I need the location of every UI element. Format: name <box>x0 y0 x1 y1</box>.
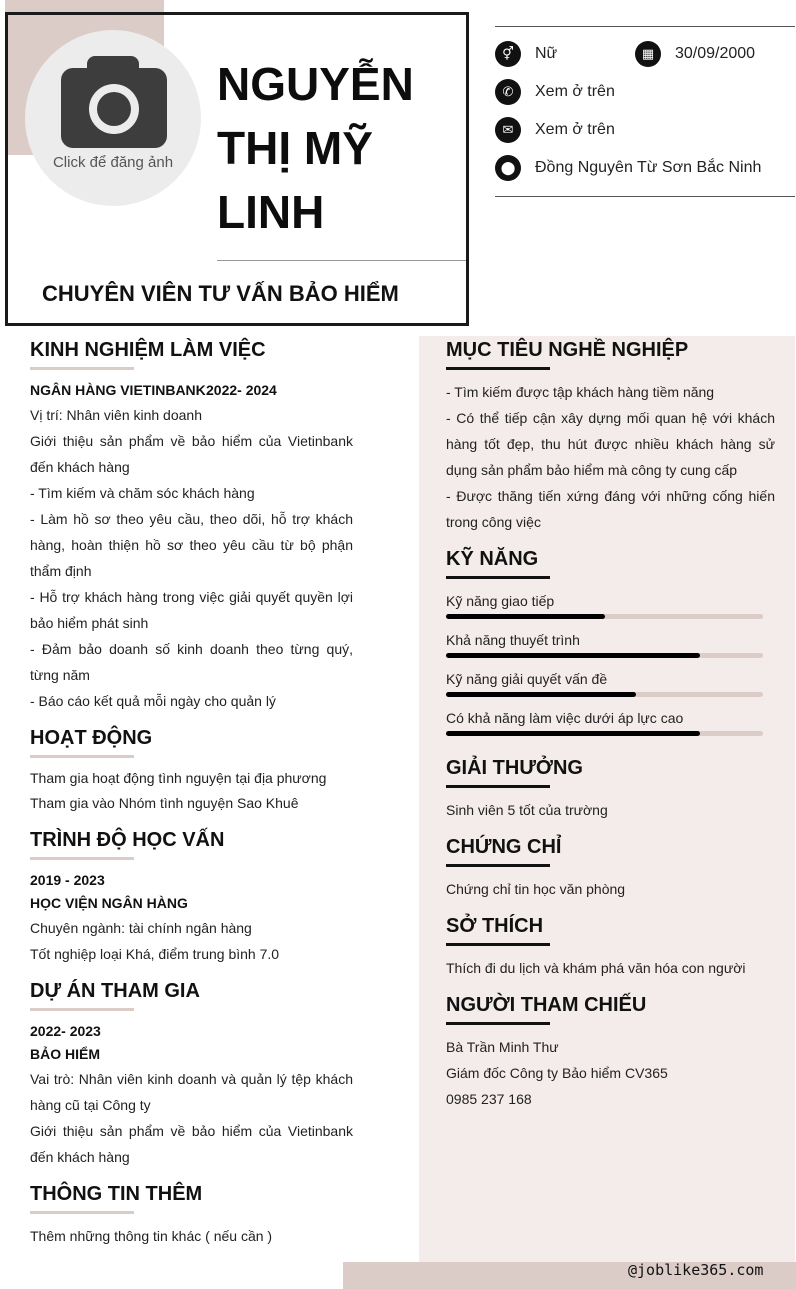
name-line-3: LINH <box>217 186 325 238</box>
activity-item: Tham gia vào Nhóm tình nguyện Sao Khuê <box>30 795 299 811</box>
avatar-caption: Click để đăng ảnh <box>52 154 174 171</box>
footer-website: @joblike365.com <box>628 1261 764 1279</box>
job-title: CHUYÊN VIÊN TƯ VẤN BẢO HIỂM <box>42 281 399 306</box>
projects-heading: DỰ ÁN THAM GIA <box>30 980 200 1002</box>
activities-heading: HOẠT ĐỘNG <box>30 727 153 749</box>
name-line-2: THỊ MỸ <box>217 122 373 174</box>
experience-line: Giới thiệu sản phẩm về bảo hiểm của Vietinbank đến khách hàng <box>30 433 353 475</box>
objective-line: - Được thăng tiến xứng đáng với những cống hiến trong công việc <box>446 488 775 530</box>
gender-icon: ⚥ <box>495 41 521 67</box>
experience-company: NGÂN HÀNG VIETINBANK <box>30 382 206 398</box>
skill-label: Kỹ năng giao tiếp <box>446 593 555 609</box>
skills-heading: KỸ NĂNG <box>446 548 539 570</box>
experience-underline <box>30 367 134 370</box>
experience-line: Vị trí: Nhân viên kinh doanh <box>30 407 202 423</box>
camera-lens <box>97 92 131 126</box>
skill-label: Kỹ năng giải quyết vấn đề <box>446 671 608 687</box>
objective-heading: MỤC TIÊU NGHỀ NGHIỆP <box>446 339 689 361</box>
experience-line: - Báo cáo kết quả mỗi ngày cho quản lý <box>30 693 276 709</box>
extra-text: Thêm những thông tin khác ( nếu cần ) <box>30 1228 273 1244</box>
activities-underline <box>30 755 134 758</box>
experience-period: 2022- 2024 <box>206 382 277 398</box>
project-name: BẢO HIỂM <box>30 1046 100 1062</box>
name-divider <box>217 260 466 261</box>
education-underline <box>30 857 134 860</box>
project-period: 2022- 2023 <box>30 1023 101 1039</box>
mail-icon: ✉ <box>495 117 521 143</box>
location-pin-icon: ⬤ <box>495 155 521 181</box>
award-item: Sinh viên 5 tốt của trường <box>446 802 608 818</box>
references-heading: NGƯỜI THAM CHIẾU <box>446 994 647 1016</box>
hobbies-underline <box>446 943 550 946</box>
awards-underline <box>446 785 550 788</box>
experience-line: - Hỗ trợ khách hàng trong việc giải quyết quyền lợi bảo hiểm phát sinh <box>30 589 353 631</box>
certificates-underline <box>446 864 550 867</box>
phone-value: Xem ở trên <box>535 83 615 100</box>
skill-label: Có khả năng làm việc dưới áp lực cao <box>446 710 684 726</box>
education-period: 2019 - 2023 <box>30 872 105 888</box>
birthdate-value: 30/09/2000 <box>675 45 756 62</box>
education-line: Tốt nghiệp loại Khá, điểm trung bình 7.0 <box>30 946 280 962</box>
email-value: Xem ở trên <box>535 121 615 138</box>
skill-bar-fill <box>446 653 700 658</box>
gender-value: Nữ <box>535 45 558 62</box>
name-line-1: NGUYỄN <box>217 58 414 110</box>
skill-bar-track <box>446 614 763 619</box>
reference-line: 0985 237 168 <box>446 1091 532 1107</box>
experience-line: - Đảm bảo doanh số kinh doanh theo từng quý, từng năm <box>30 641 353 683</box>
candidate-name <box>217 52 457 244</box>
skills-underline <box>446 576 550 579</box>
projects-underline <box>30 1008 134 1011</box>
contact-bottom-divider <box>495 196 795 197</box>
project-line: Vai trò: Nhân viên kinh doanh và quản lý tệp khách hàng cũ tại Công ty <box>30 1071 353 1113</box>
objective-line: - Tìm kiếm được tập khách hàng tiềm năng <box>446 384 715 400</box>
experience-heading: KINH NGHIỆM LÀM VIỆC <box>30 339 266 361</box>
extra-underline <box>30 1211 134 1214</box>
skill-bar-fill <box>446 692 636 697</box>
awards-heading: GIẢI THƯỞNG <box>446 757 583 779</box>
skill-label: Khả năng thuyết trình <box>446 632 580 648</box>
avatar-upload[interactable] <box>25 30 201 206</box>
hobbies-heading: SỞ THÍCH <box>446 915 544 937</box>
calendar-icon: ▦ <box>635 41 661 67</box>
skill-bar-track <box>446 692 763 697</box>
skill-bar-track <box>446 653 763 658</box>
certificate-item: Chứng chỉ tin học văn phòng <box>446 881 626 897</box>
objective-underline <box>446 367 550 370</box>
experience-line: - Tìm kiếm và chăm sóc khách hàng <box>30 485 255 501</box>
education-school: HỌC VIỆN NGÂN HÀNG <box>30 895 188 911</box>
reference-line: Bà Trần Minh Thư <box>446 1039 559 1055</box>
references-underline <box>446 1022 550 1025</box>
reference-line: Giám đốc Công ty Bảo hiểm CV365 <box>446 1065 668 1081</box>
objective-line: - Có thể tiếp cận xây dựng mối quan hệ với khách hàng tốt đẹp, thu hút được nhiều khách hàng sử dụng sản phẩm bảo hiểm mà công ty cung cấp <box>446 410 775 478</box>
skill-bar-fill <box>446 614 605 619</box>
extra-heading: THÔNG TIN THÊM <box>30 1183 203 1205</box>
address-value: Đồng Nguyên Từ Sơn Bắc Ninh <box>535 159 762 176</box>
activity-item: Tham gia hoạt động tình nguyện tại địa phương <box>30 770 327 786</box>
experience-line: - Làm hồ sơ theo yêu cầu, theo dõi, hỗ trợ khách hàng, hoàn thiện hồ sơ theo yêu cầu từ bộ phận thẩm định <box>30 511 353 579</box>
certificates-heading: CHỨNG CHỈ <box>446 836 562 858</box>
phone-icon: ✆ <box>495 79 521 105</box>
hobby-item: Thích đi du lịch và khám phá văn hóa con người <box>446 960 746 976</box>
skill-bar-track <box>446 731 763 736</box>
education-heading: TRÌNH ĐỘ HỌC VẤN <box>30 829 225 851</box>
skill-bar-fill <box>446 731 700 736</box>
contact-top-divider <box>495 26 795 27</box>
project-line: Giới thiệu sản phẩm về bảo hiểm của Vietinbank đến khách hàng <box>30 1123 353 1165</box>
education-line: Chuyên ngành: tài chính ngân hàng <box>30 920 252 936</box>
